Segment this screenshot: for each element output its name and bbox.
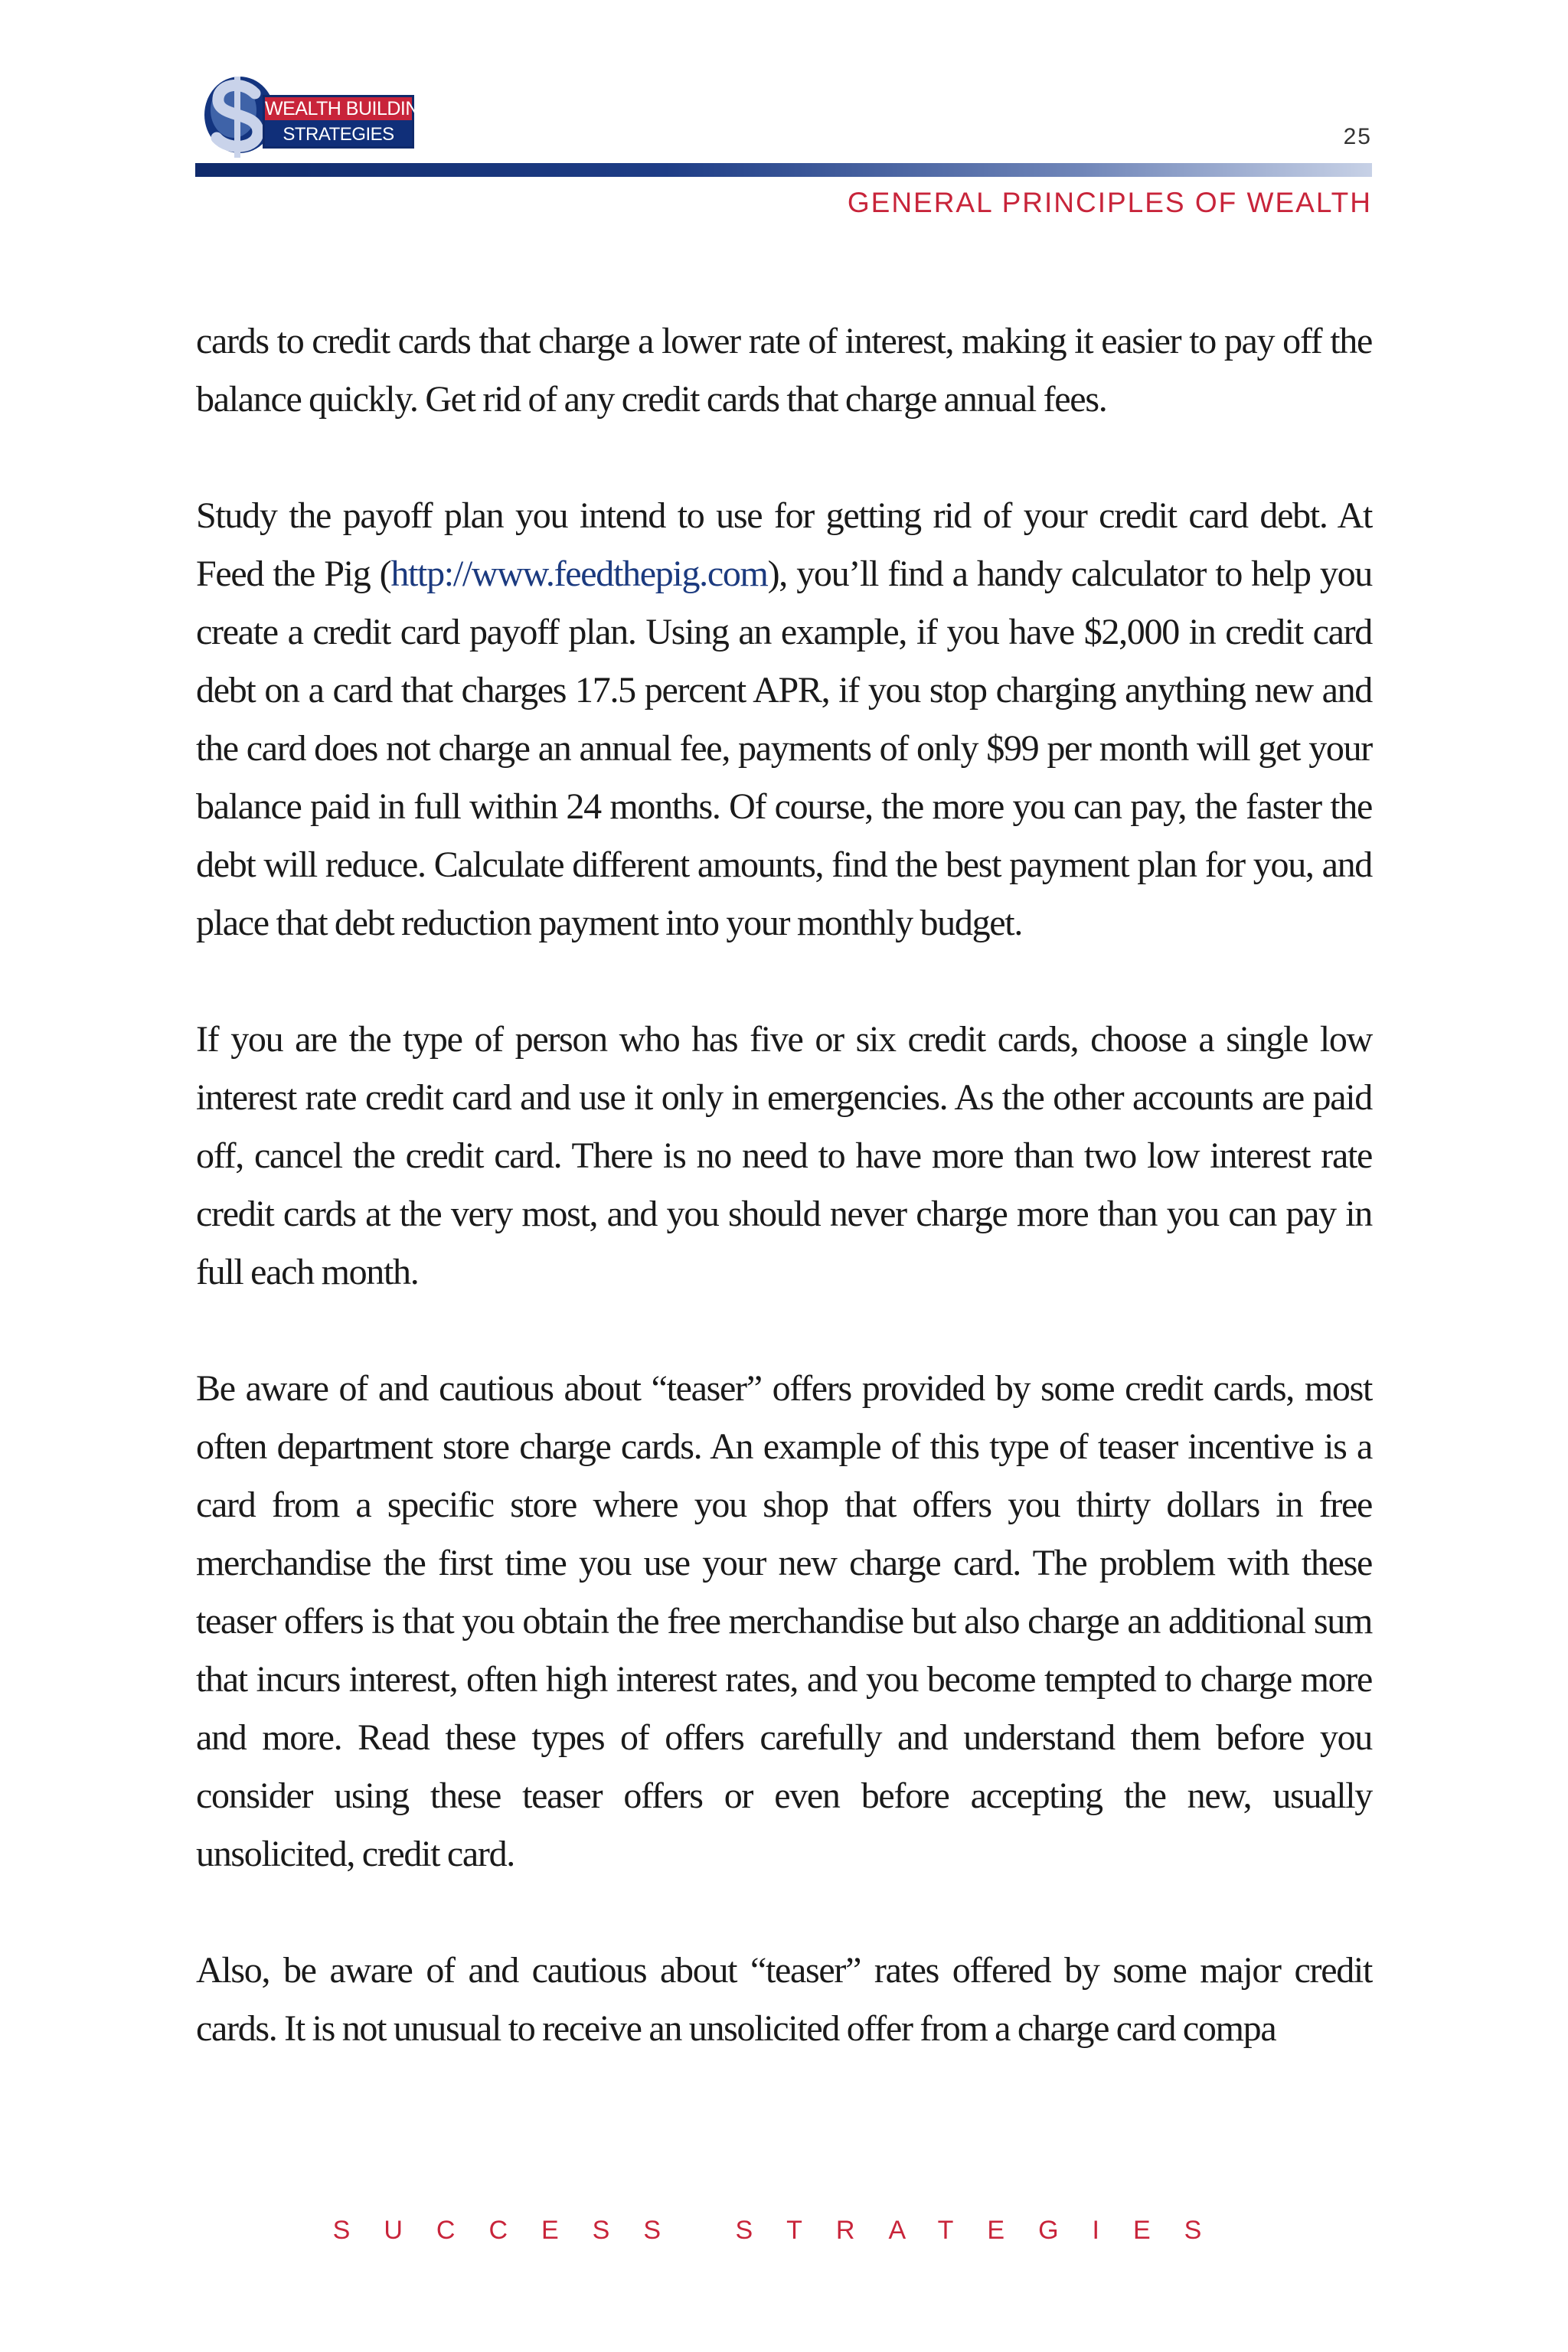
footer-running-title: SUCCESS STRATEGIES: [332, 2216, 1236, 2245]
logo-badge: [263, 95, 433, 149]
paragraph-5: Also, be aware of and cautious about “teaser” rates offered by some major credit cards. It is not unusual to receive an unsolicited offer from a charge card compa: [196, 1950, 1372, 2049]
paragraph-1: cards to credit cards that charge a lower rate of interest, making it easier to pay off the balance quickly. Get rid of any credit cards that charge annual fees.: [196, 321, 1372, 420]
header-rule: [195, 163, 1372, 177]
logo-text-line1: WEALTH BUILDING: [265, 98, 433, 119]
paragraph-2-end: ), you’ll find a handy calculator to help you create a credit card payoff plan. Using an example, if you have $2,000 in credit card debt on a card that charges 17.5 percent APR, if you stop charging anything new and the card does not charge an annual fee, payments of only $99 per month will get your balance paid in full within 24 months. Of course, the more you can pay, the faster the debt will reduce. Calculate different amounts, find the best payment plan for you, and place that debt reduction payment into your monthly budget.: [196, 554, 1372, 943]
paragraph-2: [196, 487, 1372, 952]
page-number: 25: [1343, 124, 1372, 149]
paragraph-2-start: Study the payoff plan you intend to use for getting rid of your credit card debt. At Feed the Pig (: [196, 495, 1372, 594]
paragraph-3: If you are the type of person who has five or six credit cards, choose a single low interest rate credit card and use it only in emergencies. As the other accounts are paid off, cancel the credit card. There is no need to have more than two low interest rate credit cards at the very most, and you should never charge more than you can pay in full each month.: [196, 1019, 1372, 1292]
body-text: [196, 312, 1372, 2058]
feedthepig-link[interactable]: http://www.feedthepig.com: [390, 554, 768, 594]
brand-logo: [195, 67, 433, 167]
paragraph-4: Be aware of and cautious about “teaser” offers provided by some credit cards, most often department store charge cards. An example of this type of teaser incentive is a card from a specific store where you shop that offers you thirty dollars in free merchandise the first time you use your new charge card. The problem with these teaser offers is that you obtain the free merchandise but also charge an additional sum that incurs interest, often high interest rates, and you become tempted to charge more and more. Read these types of offers carefully and understand them before you consider using these teaser offers or even before accepting the new, usually unsolicited, credit card.: [196, 1368, 1372, 1874]
section-title: GENERAL PRINCIPLES OF WEALTH: [847, 187, 1372, 218]
logo-text-line2: STRATEGIES: [283, 124, 394, 145]
